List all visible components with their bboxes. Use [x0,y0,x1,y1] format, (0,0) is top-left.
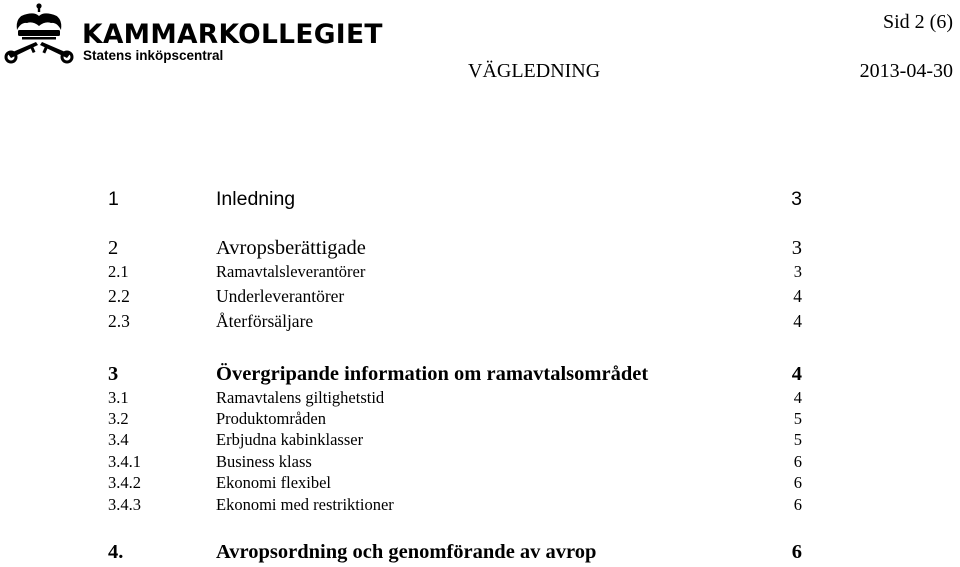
toc-title: Business klass [216,452,312,471]
toc-page: 4 [793,311,802,331]
logo-wordmark: KAMMARKOLLEGIET [82,19,383,50]
toc-page: 4 [791,363,802,385]
toc-page: 3 [793,262,802,281]
toc-number: 3.2 [108,409,129,428]
toc-title: Inledning [216,188,296,210]
toc-page: 4 [793,388,802,407]
document-type: VÄGLEDNING [468,60,601,82]
toc-title: Ekonomi flexibel [216,473,332,492]
toc-number: 3.1 [108,388,129,407]
toc-page: 6 [793,495,802,514]
toc-title: Avropsordning och genomförande av avrop [216,541,597,563]
toc-number: 2 [108,237,119,259]
toc-number: 3 [108,363,119,385]
toc-title: Ramavtalsleverantörer [216,262,366,281]
toc-page: 5 [793,430,802,449]
toc-number: 1 [108,188,119,210]
toc-page: 4 [793,286,802,306]
toc-title: Avropsberättigade [216,237,366,259]
toc-number: 3.4.1 [108,452,141,471]
toc-title: Erbjudna kabinklasser [216,430,364,449]
toc-page: 6 [791,541,802,563]
logo-subtitle: Statens inköpscentral [83,48,224,63]
page-number: Sid 2 (6) [883,11,953,33]
toc-title: Underleverantörer [216,286,345,306]
toc-page: 6 [793,452,802,471]
toc-title: Återförsäljare [216,311,314,331]
toc-number: 2.1 [108,262,129,281]
toc-number: 2.3 [108,311,130,331]
toc-number: 4. [108,541,124,563]
toc-page: 5 [793,409,802,428]
toc-title: Ramavtalens giltighetstid [216,388,385,407]
toc-title: Ekonomi med restriktioner [216,495,394,514]
toc-page: 6 [793,473,802,492]
toc-page: 3 [791,237,802,259]
toc-number: 3.4.2 [108,473,141,492]
document-date: 2013-04-30 [859,60,953,82]
toc-page: 3 [791,188,802,210]
toc-number: 3.4 [108,430,129,449]
toc-number: 2.2 [108,286,130,306]
toc-title: Övergripande information om ramavtalsområdet [216,363,649,385]
toc-number: 3.4.3 [108,495,141,514]
toc-title: Produktområden [216,409,326,428]
